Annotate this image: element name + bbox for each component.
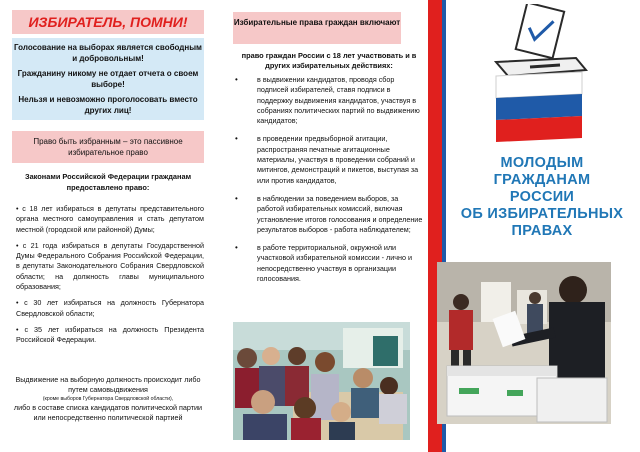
rule-line: Нельзя и невозможно проголосовать вместо других лиц!	[18, 95, 198, 115]
passive-right-box: Право быть избранным – это пассивное избирательное право	[12, 131, 204, 163]
rule-line: Гражданину никому не отдает отчета о своем выборе!	[17, 69, 199, 89]
nomination-main: Выдвижение на выборную должность происходит либо путем самовыдвижения	[15, 375, 201, 395]
students-photo	[233, 322, 410, 440]
rights-heading: Избирательные права граждан включают	[233, 12, 401, 44]
law-intro: Законами Российской Федерации гражданам предоставлено право:	[24, 172, 192, 192]
list-item: • в наблюдении за поведением выборов, за работой избирательных комиссий, включая установление итогов голосования и определение результатов выборов - работа наблюдателем;	[235, 193, 423, 234]
brochure-title	[456, 155, 628, 240]
title-line: ОБ ИЗБИРАТЕЛЬНЫХ	[460, 206, 624, 222]
ballot-box-flag-icon	[486, 4, 592, 142]
rights-intro: право граждан России с 18 лет участвовать и в других избирательных действиях:	[241, 51, 417, 71]
nomination-exception: (кроме выборов Губернатора Свердловской области),	[42, 395, 174, 402]
rule-line: Голосование на выборах является свободным и добровольным!	[14, 43, 202, 63]
title-line: ГРАЖДАНАМ	[493, 172, 591, 188]
age-rights-list	[16, 204, 204, 352]
list-item: • с 21 года избираться в депутаты Государственной Думы Федерального Собрания Российской Федерации, в депутаты Законодательного Собрания Свердловской области; на должность главы муниципального образования;	[16, 240, 205, 292]
list-item: • в проведении предвыборной агитации, распространяя печатные агитационные материалы, участвуя в проведении собраний и митингов, демонстраций и пикетов, выступая за или против кандидатов,	[235, 134, 419, 185]
students-illustration	[233, 322, 410, 440]
nomination-note	[12, 375, 204, 423]
title-line: РОССИИ	[509, 189, 575, 205]
title-line: МОЛОДЫМ	[500, 155, 584, 171]
rights-list	[235, 75, 423, 292]
list-item: • с 30 лет избираться на должность Губернатора Свердловской области;	[16, 298, 205, 318]
list-item: • в выдвижении кандидатов, проводя сбор подписей избирателей, ставя подписи в поддержку выдвижения кандидатов, участвуя в собраниях политических партий по выдвижению кандидатов;	[235, 75, 420, 126]
list-item: • в работе территориальной, окружной или участковой избирательной комиссии - лично и непосредственно участвуя в организации голосования.	[235, 243, 412, 284]
nomination-end: либо в составе списка кандидатов политической партии или непосредственно политической партией	[13, 402, 203, 422]
voter-rules-box	[12, 38, 204, 120]
voting-photo	[437, 262, 611, 424]
list-item: • с 35 лет избираться на должность Президента Российской Федерации.	[16, 324, 204, 345]
title-line: ПРАВАХ	[511, 223, 573, 239]
list-item: • с 18 лет избираться в депутаты представительного органа местного самоуправления и стать депутатом местной (городской или районной) Думы;	[16, 204, 204, 234]
voting-illustration	[437, 262, 611, 424]
voter-remember-title: ИЗБИРАТЕЛЬ, ПОМНИ!	[12, 10, 204, 34]
left-panel	[0, 0, 213, 452]
